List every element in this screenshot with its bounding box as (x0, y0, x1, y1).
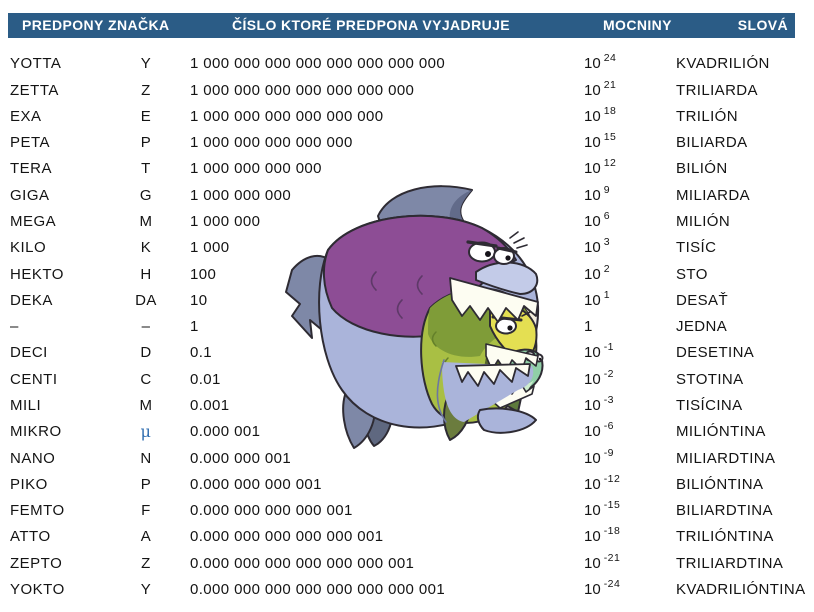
prefix-cell: NANO (10, 449, 56, 467)
number-cell: 100 (190, 265, 217, 283)
power-exponent: 24 (603, 52, 617, 65)
symbol-cell: Z (141, 81, 151, 99)
word-cell: TISÍC (676, 239, 717, 257)
word-cell: MILIÓN (676, 212, 731, 230)
prefix-cell: YOTTA (10, 55, 62, 73)
table-row (0, 551, 814, 577)
symbol-cell: A (140, 528, 152, 546)
symbol-cell: K (140, 239, 152, 257)
symbol-cell: T (141, 160, 151, 178)
power-exponent: -12 (603, 472, 621, 485)
power-cell: 1 (584, 318, 593, 336)
number-cell: 1 000 000 (190, 212, 261, 230)
symbol-cell: E (140, 107, 152, 125)
word-cell: KVADRILIÓNTINA (676, 580, 806, 598)
table-row (0, 472, 814, 498)
power-exponent: 6 (603, 209, 611, 222)
number-cell: 0.01 (190, 370, 221, 388)
prefix-cell: MIKRO (10, 423, 62, 441)
big-fish-belly-fin (478, 408, 536, 432)
table-row (0, 104, 814, 130)
power-exponent: -1 (603, 341, 615, 354)
number-cell: 10 (190, 291, 208, 309)
number-cell: 1 000 000 000 000 000 (190, 134, 353, 152)
column-header-mocniny: MOCNINY (603, 17, 672, 33)
power-cell: 10 -9 (584, 446, 615, 467)
prefix-cell: MEGA (10, 212, 57, 230)
power-cell: 10 -24 (584, 577, 621, 598)
power-cell: 10 -12 (584, 472, 621, 493)
power-cell: 10 6 (584, 209, 611, 230)
word-cell: TRILIARDTINA (676, 554, 784, 572)
power-cell: 10 24 (584, 52, 617, 73)
word-cell: MILIÓNTINA (676, 423, 766, 441)
prefix-cell: – (10, 318, 19, 336)
power-cell: 10 9 (584, 183, 611, 204)
power-cell: 10 1 (584, 288, 611, 309)
prefix-cell: ZEPTO (10, 554, 63, 572)
column-header-slova: SLOVÁ (737, 17, 788, 33)
power-cell: 10 12 (584, 157, 617, 178)
power-exponent: 12 (603, 157, 617, 170)
table-row (0, 524, 814, 550)
column-header-cislo: ČÍSLO KTORÉ PREDPONA VYJADRUJE (231, 17, 511, 33)
prefix-cell: DECI (10, 344, 48, 362)
power-exponent: 2 (603, 262, 611, 275)
power-cell: 10 -6 (584, 420, 615, 441)
table-row (0, 156, 814, 182)
word-cell: BILIARDA (676, 134, 748, 152)
symbol-cell: μ (140, 422, 152, 442)
symbol-cell: – (141, 318, 151, 336)
table-row (0, 498, 814, 524)
power-cell: 10 -3 (584, 393, 615, 414)
word-cell: KVADRILIÓN (676, 55, 770, 73)
number-cell: 1 000 000 000 000 (190, 160, 322, 178)
power-cell: 10 -21 (584, 551, 621, 572)
table-row (0, 130, 814, 156)
prefix-cell: KILO (10, 239, 47, 257)
prefix-cell: PETA (10, 134, 51, 152)
symbol-cell: M (139, 396, 153, 414)
prefix-cell: DEKA (10, 291, 53, 309)
word-cell: DESETINA (676, 344, 755, 362)
prefix-cell: MILI (10, 396, 42, 414)
symbol-cell: N (140, 449, 152, 467)
number-cell: 1 000 000 000 000 000 000 000 000 (190, 55, 446, 73)
symbol-cell: M (139, 212, 153, 230)
power-cell: 10 3 (584, 236, 611, 257)
power-exponent: -3 (603, 393, 615, 406)
symbol-cell: P (140, 134, 152, 152)
number-cell: 0.000 000 000 000 000 000 000 001 (190, 580, 446, 598)
power-cell: 10 18 (584, 104, 617, 125)
symbol-cell: Y (140, 580, 152, 598)
word-cell: STO (676, 265, 708, 283)
number-cell: 1 000 (190, 239, 230, 257)
word-cell: MILIARDA (676, 186, 751, 204)
symbol-cell: C (140, 370, 152, 388)
number-cell: 0.000 001 (190, 423, 261, 441)
word-cell: TRILIÓNTINA (676, 528, 774, 546)
symbol-cell: H (140, 265, 152, 283)
number-cell: 1 (190, 318, 199, 336)
number-cell: 0.000 000 000 001 (190, 475, 322, 493)
table-header-bar (8, 13, 795, 38)
prefix-cell: PIKO (10, 475, 48, 493)
power-cell: 10 -18 (584, 525, 621, 546)
number-cell: 0.1 (190, 344, 213, 362)
column-header-znacka: ZNAČKA (108, 17, 170, 33)
number-cell: 0.001 (190, 396, 230, 414)
word-cell: TISÍCINA (676, 396, 743, 414)
prefix-cell: ZETTA (10, 81, 59, 99)
column-header-predpony: PREDPONY (22, 17, 104, 33)
power-cell: 10 -2 (584, 367, 615, 388)
symbol-cell: Z (141, 554, 151, 572)
number-cell: 0.000 000 000 000 001 (190, 502, 353, 520)
power-exponent: -6 (603, 420, 615, 433)
table-row (0, 51, 814, 77)
fish-cartoon-svg (284, 180, 546, 450)
power-exponent: -18 (603, 525, 621, 538)
symbol-cell: D (140, 344, 152, 362)
prefix-cell: HEKTO (10, 265, 64, 283)
word-cell: JEDNA (676, 318, 728, 336)
power-exponent: -21 (603, 551, 621, 564)
power-exponent: 9 (603, 183, 611, 196)
power-exponent: -2 (603, 367, 615, 380)
power-cell: 10 15 (584, 131, 617, 152)
power-exponent: -15 (603, 499, 621, 512)
number-cell: 0.000 000 001 (190, 449, 292, 467)
power-cell: 10 21 (584, 78, 617, 99)
power-exponent: 1 (603, 288, 611, 301)
number-cell: 1 000 000 000 000 000 000 (190, 107, 384, 125)
prefix-cell: GIGA (10, 186, 50, 204)
symbol-cell: F (141, 502, 151, 520)
word-cell: MILIARDTINA (676, 449, 776, 467)
number-cell: 1 000 000 000 000 000 000 000 (190, 81, 415, 99)
prefix-cell: ATTO (10, 528, 51, 546)
word-cell: BILIÓN (676, 160, 728, 178)
symbol-cell: Y (140, 55, 152, 73)
prefix-cell: EXA (10, 107, 42, 125)
prefix-cell: FEMTO (10, 502, 65, 520)
table-row (0, 577, 814, 603)
power-exponent: 21 (603, 78, 617, 91)
number-cell: 1 000 000 000 (190, 186, 292, 204)
table-row (0, 78, 814, 104)
power-exponent: -9 (603, 446, 615, 459)
power-cell: 10 -15 (584, 499, 621, 520)
power-exponent: 18 (603, 104, 617, 117)
power-cell: 10 2 (584, 262, 611, 283)
word-cell: BILIARDTINA (676, 502, 773, 520)
power-exponent: 15 (603, 131, 617, 144)
symbol-cell: DA (135, 291, 157, 309)
prefix-cell: CENTI (10, 370, 58, 388)
fish-eating-fish-illustration (284, 180, 546, 450)
number-cell: 0.000 000 000 000 000 000 001 (190, 554, 415, 572)
symbol-cell: G (139, 186, 153, 204)
prefix-cell: YOKTO (10, 580, 65, 598)
word-cell: TRILIÓN (676, 107, 738, 125)
word-cell: DESAŤ (676, 291, 729, 309)
power-cell: 10 -1 (584, 341, 615, 362)
word-cell: BILIÓNTINA (676, 475, 764, 493)
number-cell: 0.000 000 000 000 000 001 (190, 528, 384, 546)
power-exponent: -24 (603, 577, 621, 590)
prefix-cell: TERA (10, 160, 53, 178)
word-cell: TRILIARDA (676, 81, 758, 99)
symbol-cell: P (140, 475, 152, 493)
power-exponent: 3 (603, 236, 611, 249)
word-cell: STOTINA (676, 370, 744, 388)
